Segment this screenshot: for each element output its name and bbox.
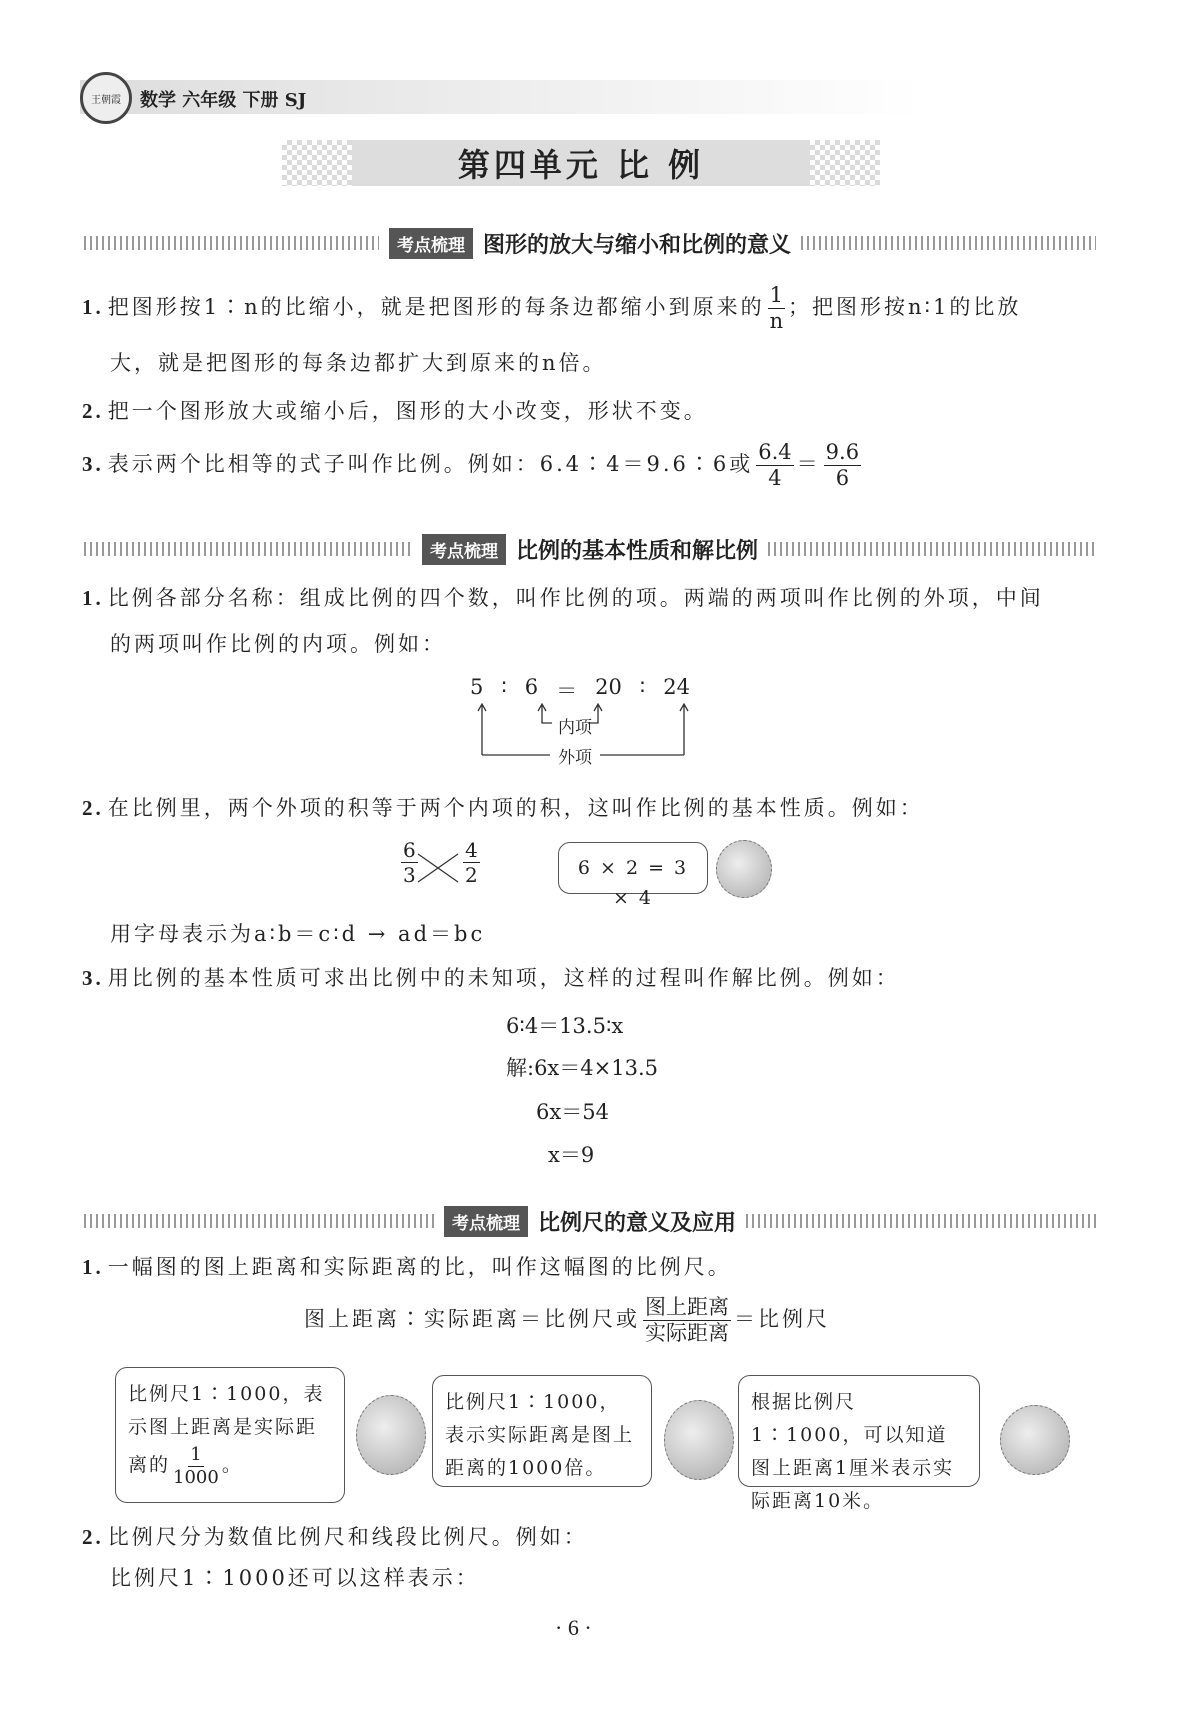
letter-formula: 用字母表示为a∶b＝c∶d → ad＝bc: [110, 922, 486, 946]
section-title: 比例尺的意义及应用: [538, 1210, 737, 1236]
unit-title: 第四单元 比 例: [457, 146, 705, 184]
item-2-2: 2. 在比例里，两个外项的积等于两个内项的积，这叫作比例的基本性质。例如：: [82, 796, 924, 820]
cross-arrows: [416, 848, 462, 888]
unit-title-banner: [282, 140, 880, 186]
solve-step-1: 6∶4＝13.5∶x: [506, 1014, 624, 1038]
item-2-3: 3. 用比例的基本性质可求出比例中的未知项，这样的过程叫作解比例。例如：: [82, 966, 900, 990]
item-3-1: 1. 一幅图的图上距离和实际距离的比，叫作这幅图的比例尺。: [82, 1255, 732, 1279]
cartoon-character-icon: [716, 840, 772, 898]
solve-step-3: 6x＝54: [536, 1100, 609, 1124]
section-header-2: [84, 534, 1096, 564]
speech-bubble-2: 比例尺1∶1000，表示实际距离是图上距离的1000倍。: [432, 1375, 652, 1487]
section-tag: 考点梳理: [444, 1206, 528, 1237]
item-2-1: 1. 比例各部分名称：组成比例的四个数，叫作比例的项。两端的两项叫作比例的外项，中间: [82, 586, 1044, 610]
scale-formula: 图上距离∶实际距离＝比例尺或 $\frac{\text{图上距离}}{\text{实际距离}}$ ＝比例尺: [304, 1295, 830, 1346]
item-2-1-cont: 的两项叫作比例的内项。例如：: [110, 632, 446, 656]
item-1-1-cont: 大，就是把图形的每条边都扩大到原来的n倍。: [110, 351, 607, 375]
item-1-2: 2. 把一个图形放大或缩小后，图形的大小改变，形状不变。: [82, 399, 708, 423]
section-tag: 考点梳理: [389, 228, 473, 259]
cartoon-character-icon: [664, 1400, 734, 1480]
speech-bubble: 6 × 2 = 3 × 4: [558, 842, 708, 894]
item-3-2: 2. 比例尺分为数值比例尺和线段比例尺。例如：: [82, 1525, 588, 1549]
page-number: · 6 ·: [555, 1615, 592, 1640]
speech-bubble-3: 根据比例尺1∶1000，可以知道图上距离1厘米表示实际距离10米。: [738, 1375, 980, 1487]
cross-multiply-diagram: $\frac{6}{3}$ $\frac{4}{2}$: [403, 838, 478, 887]
proportion-terms-diagram: 5 ∶ 6 ＝ 20 ∶ 24 内项 外项: [470, 675, 700, 765]
logo-text: 王朝霞: [91, 94, 121, 106]
section-title: 比例的基本性质和解比例: [516, 538, 759, 564]
item-3-2-cont: 比例尺1∶1000还可以这样表示：: [110, 1566, 480, 1590]
item-1-1: 1. 把图形按1∶n的比缩小，就是把图形的每条边都缩小到原来的 $\frac{1}{n}$ ；把图形按n∶1的比放: [82, 283, 1022, 334]
book-info: 数学 六年级 下册 SJ: [140, 90, 307, 111]
outer-terms-label: 外项: [558, 748, 592, 768]
cartoon-character-icon: [1000, 1405, 1070, 1475]
item-1-3: 3. 表示两个比相等的式子叫作比例。例如：6.4∶4＝9.6∶6或 $\frac{6.4}{4}$ ＝ $\frac{9.6}{6}$: [82, 440, 860, 491]
solve-step-2: 解:6x＝4×13.5: [506, 1056, 658, 1080]
publisher-logo: [80, 72, 132, 124]
solve-step-4: x＝9: [548, 1143, 595, 1167]
section-tag: 考点梳理: [422, 534, 506, 565]
speech-bubble-1: 比例尺1∶1000，表示图上距离是实际距离的 $\frac{1}{1000}$ 。: [115, 1367, 345, 1503]
inner-terms-label: 内项: [558, 718, 592, 738]
section-header-1: [84, 228, 1096, 258]
section-header-3: [84, 1206, 1096, 1236]
section-title: 图形的放大与缩小和比例的意义: [483, 232, 792, 258]
cartoon-character-icon: [356, 1395, 426, 1475]
